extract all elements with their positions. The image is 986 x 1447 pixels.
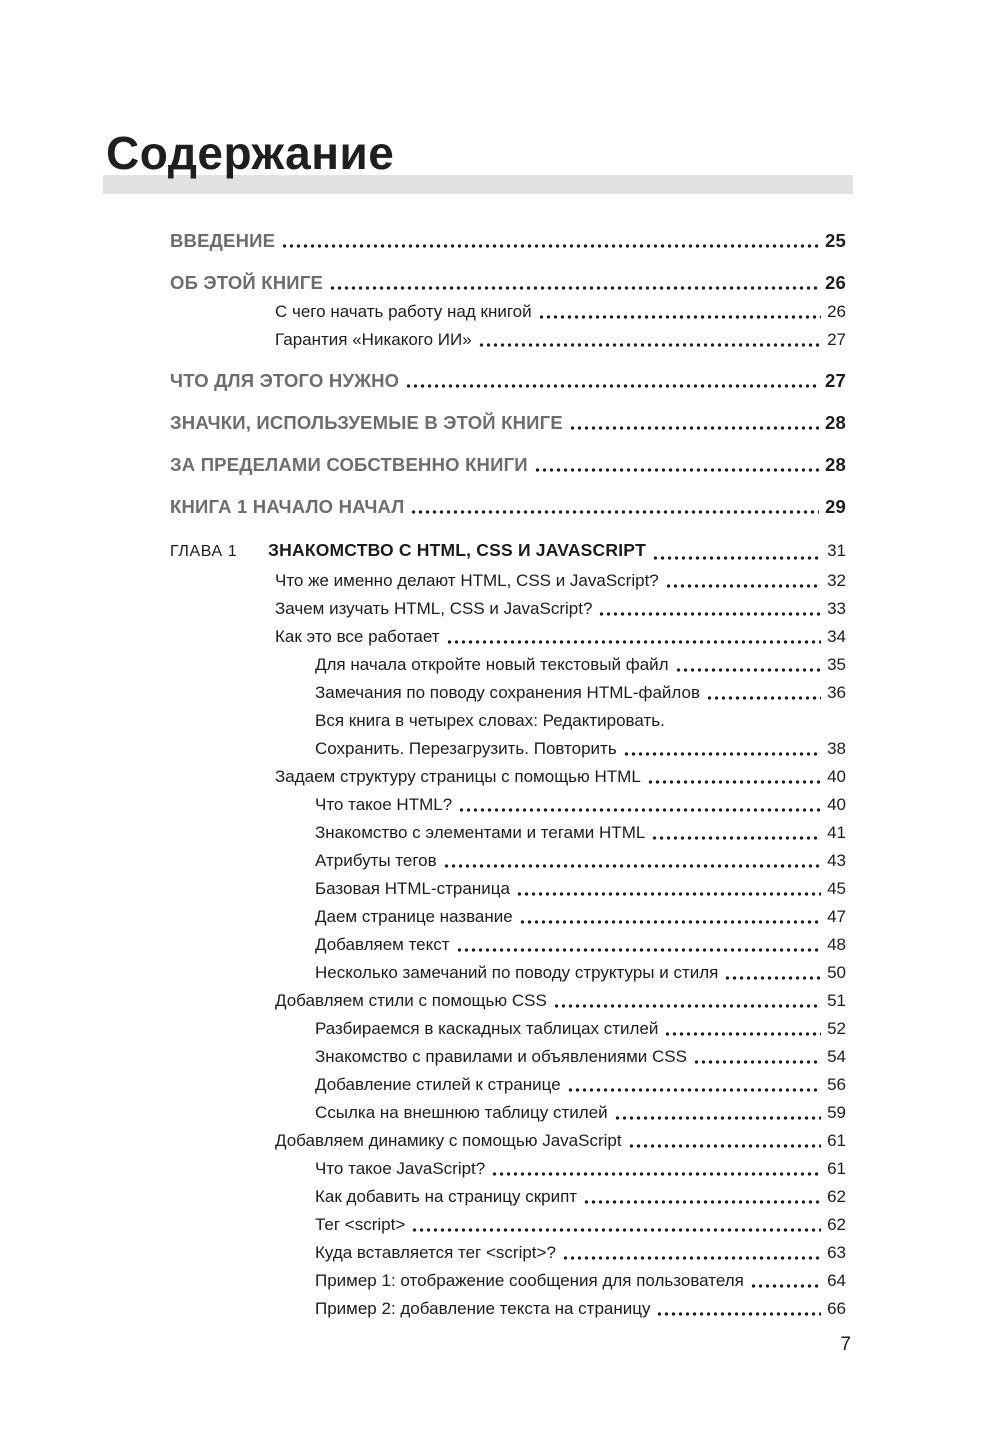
toc-entry-title: Гарантия «Никакого ИИ»: [275, 330, 472, 349]
dot-leader: [443, 864, 821, 868]
toc-entry-page-number: 41: [827, 823, 846, 842]
toc-entry: [170, 847, 846, 875]
toc-entry-page-number: 61: [827, 1131, 846, 1150]
toc-entry-page-number: 40: [827, 795, 846, 814]
toc-entry-title: Даем странице название: [315, 907, 513, 926]
toc-entry-page-number: 56: [827, 1075, 846, 1094]
dot-leader: [598, 612, 821, 616]
toc-entry: [170, 1155, 846, 1183]
toc-entry: [170, 707, 846, 735]
toc-entry: [170, 326, 846, 354]
dot-leader: [693, 1060, 821, 1064]
toc-entry-page-number: 26: [827, 302, 846, 321]
toc-entry-title: Добавление стилей к странице: [315, 1075, 561, 1094]
toc-entry-page-number: 54: [827, 1047, 846, 1066]
toc-entry-page-number: 36: [827, 683, 846, 702]
toc-entry-title: Что такое HTML?: [315, 795, 453, 814]
toc-entry-page-number: 52: [827, 1019, 846, 1038]
toc-entry: [170, 595, 846, 623]
toc-entry-page-number: 27: [825, 370, 846, 391]
dot-leader: [562, 1256, 821, 1260]
toc-entry-title: Зачем изучать HTML, CSS и JavaScript?: [275, 599, 593, 618]
toc-entry-page-number: 28: [825, 412, 846, 433]
dot-leader: [534, 468, 819, 472]
dot-leader: [675, 668, 821, 672]
toc-entry-title: Добавляем стили с помощью CSS: [275, 991, 547, 1010]
dot-leader: [458, 808, 821, 812]
toc-entry-title: Тег <script>: [315, 1215, 406, 1234]
toc-entry-title: Атрибуты тегов: [315, 851, 437, 870]
toc-entry-page-number: 51: [827, 991, 846, 1010]
page-number: 7: [840, 1334, 851, 1355]
toc-entry: [170, 1267, 846, 1295]
toc-entry-page-number: 47: [827, 907, 846, 926]
toc-entry-page-number: 62: [827, 1215, 846, 1234]
toc-entry: [170, 903, 846, 931]
toc-entry-title: Вся книга в четырех словах: Редактировать.: [315, 711, 665, 730]
toc-entry: [170, 1183, 846, 1211]
toc-entry-page-number: 62: [827, 1187, 846, 1206]
dot-leader: [478, 343, 821, 347]
toc-entry-title: Пример 1: отображение сообщения для пользователя: [315, 1271, 744, 1290]
toc-entry-page-number: 29: [825, 496, 846, 517]
toc-entry-title: Куда вставляется тег <script>?: [315, 1243, 556, 1262]
dot-leader: [750, 1284, 821, 1288]
toc-entry-page-number: 64: [827, 1271, 846, 1290]
toc-entry-title: С чего начать работу над книгой: [275, 302, 532, 321]
toc-entry-title: Пример 2: добавление текста на страницу: [315, 1299, 651, 1318]
toc-entry-title: ОБ ЭТОЙ КНИГЕ: [170, 272, 324, 293]
toc-entry: [170, 1099, 846, 1127]
toc-entry-title: Что такое JavaScript?: [315, 1159, 486, 1178]
toc-entry: [170, 987, 846, 1015]
toc-entry-title: Ссылка на внешнюю таблицу стилей: [315, 1103, 608, 1122]
toc-entry-title: ЗНАКОМСТВО С HTML, CSS И JAVASCRIPT: [268, 540, 647, 560]
toc-entry-title: Знакомство с правилами и объявлениями CSS: [315, 1047, 687, 1066]
toc-entry-page-number: 35: [827, 655, 846, 674]
toc-entry-page-number: 48: [827, 935, 846, 954]
toc-entry-title: Задаем структуру страницы с помощью HTML: [275, 767, 641, 786]
dot-leader: [652, 556, 821, 560]
dot-leader: [614, 1116, 821, 1120]
page-header: [0, 0, 986, 220]
dot-leader: [664, 1032, 821, 1036]
toc-entry-page-number: 63: [827, 1243, 846, 1262]
toc-entry: [170, 567, 846, 595]
toc-entry: [170, 791, 846, 819]
toc-entry-title: Базовая HTML-страница: [315, 879, 510, 898]
dot-leader: [411, 1228, 821, 1232]
dot-leader: [583, 1200, 821, 1204]
toc-entry: [170, 408, 846, 438]
dot-leader: [567, 1088, 821, 1092]
toc-entry-page-number: 40: [827, 767, 846, 786]
page-title: Содержание: [106, 127, 395, 179]
toc-entry: [170, 651, 846, 679]
dot-leader: [569, 426, 819, 430]
dot-leader: [628, 1144, 821, 1148]
toc-entry-title: ВВЕДЕНИЕ: [170, 230, 276, 251]
toc-entry: [170, 1043, 846, 1071]
dot-leader: [405, 384, 819, 388]
dot-leader: [651, 836, 821, 840]
toc-entry-page-number: 61: [827, 1159, 846, 1178]
toc-entry: [170, 366, 846, 396]
dot-leader: [519, 920, 821, 924]
toc-entry-page-number: 26: [825, 272, 846, 293]
toc-entry-title: КНИГА 1 НАЧАЛО НАЧАЛ: [170, 496, 405, 517]
toc-entry: [170, 1015, 846, 1043]
toc-entry: [170, 735, 846, 763]
toc-entry: [170, 1071, 846, 1099]
toc-entry-page-number: 43: [827, 851, 846, 870]
toc-entry: [170, 1239, 846, 1267]
toc-entry-page-number: 25: [825, 230, 846, 251]
dot-leader: [410, 510, 819, 514]
toc-entry-page-number: 27: [827, 330, 846, 349]
toc-entry-page-number: 50: [827, 963, 846, 982]
dot-leader: [456, 948, 822, 952]
dot-leader: [623, 752, 821, 756]
toc-entry-title: Знакомство с элементами и тегами HTML: [315, 823, 646, 842]
dot-leader: [329, 286, 819, 290]
toc-entry: [170, 875, 846, 903]
toc-entry-page-number: 66: [827, 1299, 846, 1318]
toc-entry: [170, 959, 846, 987]
toc-entry: [170, 1211, 846, 1239]
dot-leader: [281, 244, 819, 248]
toc-entry-page-number: 59: [827, 1103, 846, 1122]
toc-entry-page-number: 34: [827, 627, 846, 646]
toc-entry-page-number: 32: [827, 571, 846, 590]
toc-entry: [170, 450, 846, 480]
dot-leader: [665, 584, 821, 588]
table-of-contents: [170, 226, 846, 1323]
dot-leader: [491, 1172, 821, 1176]
toc-entry-title: Как это все работает: [275, 627, 440, 646]
dot-leader: [446, 640, 822, 644]
dot-leader: [538, 315, 821, 319]
toc-entry-title: Добавляем динамику с помощью JavaScript: [275, 1131, 622, 1150]
toc-entry-title: Сохранить. Перезагрузить. Повторить: [315, 739, 617, 758]
toc-entry: [170, 535, 846, 567]
toc-entry-title: Добавляем текст: [315, 935, 450, 954]
toc-entry-title: Для начала откройте новый текстовый файл: [315, 655, 669, 674]
toc-entry-page-number: 31: [827, 541, 846, 560]
dot-leader: [516, 892, 821, 896]
toc-entry-page-number: 38: [827, 739, 846, 758]
toc-entry: [170, 931, 846, 959]
toc-entry-title: Замечания по поводу сохранения HTML-файлов: [315, 683, 701, 702]
dot-leader: [553, 1004, 821, 1008]
toc-entry: [170, 268, 846, 298]
toc-entry-title: ЗНАЧКИ, ИСПОЛЬЗУЕМЫЕ В ЭТОЙ КНИГЕ: [170, 412, 563, 433]
toc-entry-title: Разбираемся в каскадных таблицах стилей: [315, 1019, 659, 1038]
toc-entry-title: ЗА ПРЕДЕЛАМИ СОБСТВЕННО КНИГИ: [170, 454, 528, 475]
toc-entry-title: Несколько замечаний по поводу структуры и стиля: [315, 963, 719, 982]
toc-entry: [170, 226, 846, 256]
toc-entry: [170, 492, 846, 522]
toc-entry: [170, 1127, 846, 1155]
toc-entry: [170, 679, 846, 707]
dot-leader: [706, 696, 821, 700]
toc-entry-page-number: 28: [825, 454, 846, 475]
toc-entry-title: Что же именно делают HTML, CSS и JavaScript?: [275, 571, 659, 590]
toc-entry: [170, 623, 846, 651]
toc-entry-page-number: 45: [827, 879, 846, 898]
dot-leader: [656, 1312, 821, 1316]
toc-entry: [170, 1295, 846, 1323]
toc-entry-page-number: 33: [827, 599, 846, 618]
toc-entry: [170, 819, 846, 847]
toc-entry: [170, 763, 846, 791]
dot-leader: [647, 780, 821, 784]
chapter-number-label: ГЛАВА 1: [170, 543, 238, 560]
toc-entry-title: Как добавить на страницу скрипт: [315, 1187, 578, 1206]
dot-leader: [724, 976, 821, 980]
toc-entry-title: ЧТО ДЛЯ ЭТОГО НУЖНО: [170, 370, 400, 391]
toc-entry: [170, 298, 846, 326]
